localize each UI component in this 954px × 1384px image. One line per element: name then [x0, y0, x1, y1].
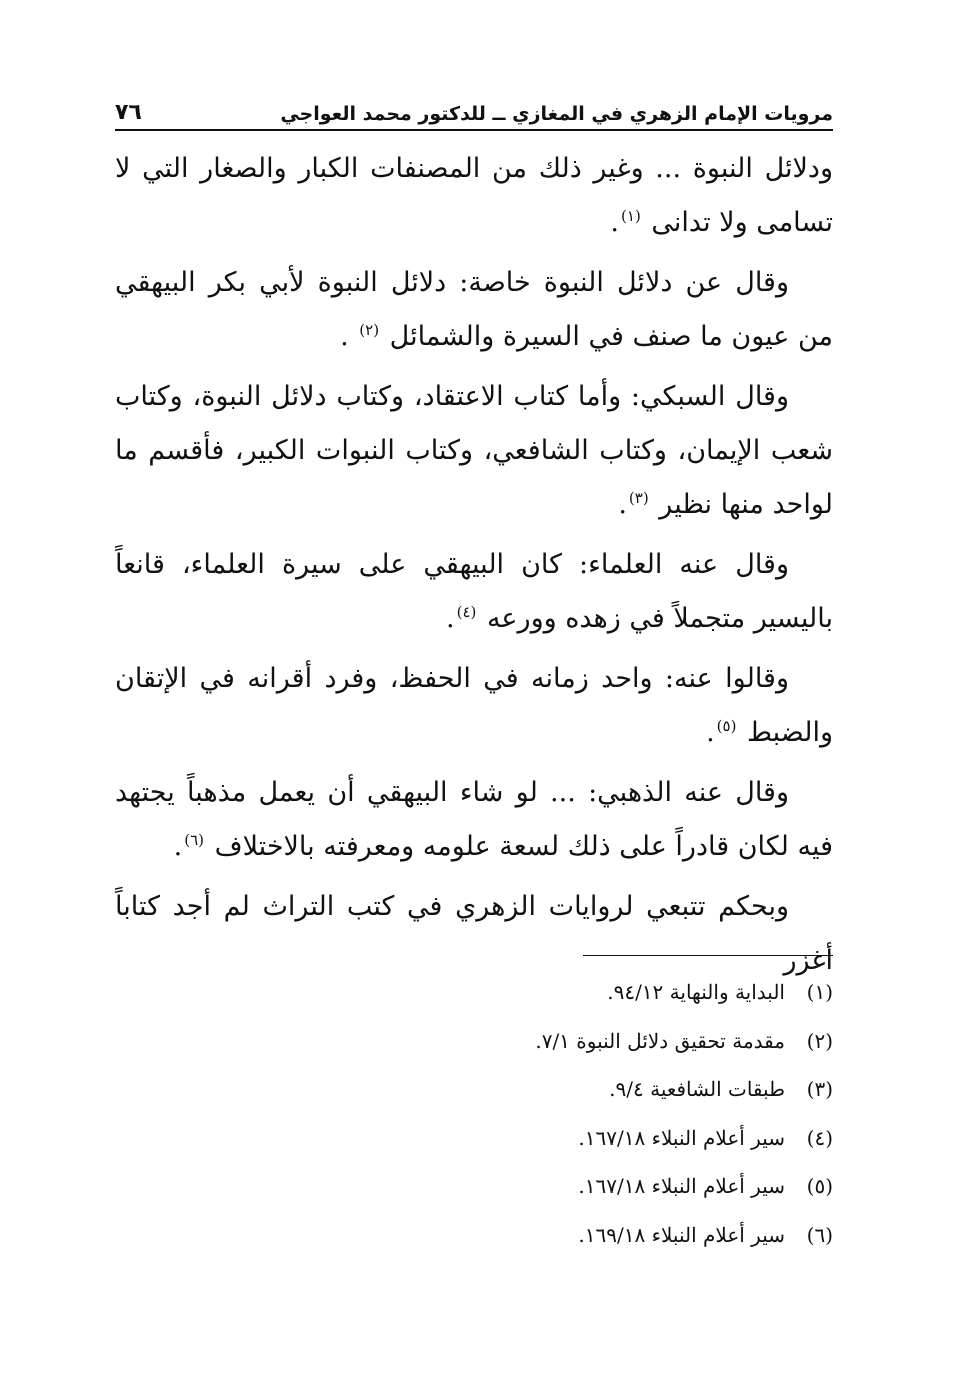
page-number: ٧٦: [115, 100, 142, 125]
paragraph-text: وقال عن دلائل النبوة خاصة: دلائل النبوة لأبي بكر البيهقي من عيون ما صنف في السيرة والشمائل: [115, 267, 833, 352]
footnote-reference[interactable]: (٢): [359, 321, 380, 339]
paragraph-end: .: [706, 717, 715, 748]
body-text: [115, 142, 833, 994]
footnote-number: (٦): [806, 1222, 833, 1247]
footnote-number: (٥): [806, 1174, 833, 1198]
paragraph-text: وقال عنه العلماء: كان البيهقي على سيرة العلماء، قانعاً باليسير متجملاً في زهده وورعه: [115, 549, 833, 634]
footnote-number: (٣): [806, 1077, 833, 1101]
paragraph: [115, 370, 833, 532]
footnote-text: سير أعلام النبلاء ١٦٧/١٨.: [578, 1174, 785, 1198]
footnote-text: البداية والنهاية ٩٤/١٢.: [607, 980, 785, 1004]
running-title: مرويات الإمام الزهري في المغازي ــ للدكتور محمد العواجي: [280, 103, 833, 125]
footnote-reference[interactable]: (٥): [716, 717, 737, 735]
paragraph: [115, 538, 833, 646]
paragraph-end: .: [340, 321, 358, 352]
paragraph-text: وبحكم تتبعي لروايات الزهري في كتب التراث لم أجد كتاباً أغزر: [115, 891, 833, 976]
footnote: [115, 968, 833, 1017]
footnote: [115, 1065, 833, 1114]
paragraph-end: .: [618, 489, 627, 520]
footnote: [115, 1114, 833, 1163]
footnote-reference[interactable]: (٦): [184, 831, 204, 849]
footnote-separator: [583, 955, 833, 956]
footnote-number: (٢): [806, 1028, 833, 1053]
footnote-number: (٤): [806, 1125, 833, 1150]
footnote-text: سير أعلام النبلاء ١٦٩/١٨.: [578, 1222, 785, 1247]
paragraph-end: .: [610, 207, 620, 238]
paragraph-end: .: [445, 603, 455, 634]
paragraph: [115, 256, 833, 364]
footnote-reference[interactable]: (١): [621, 207, 641, 225]
footnote-text: طبقات الشافعية ٩/٤.: [609, 1077, 785, 1101]
footnote: [115, 1211, 833, 1260]
footnote: [115, 1162, 833, 1211]
paragraph: [115, 142, 833, 250]
paragraph-text: وقال عنه الذهبي: ... لو شاء البيهقي أن يعمل مذهباً يجتهد فيه لكان قادراً على ذلك لسعة علومه ومعرفته بالاختلاف: [115, 777, 833, 862]
footnote-text: مقدمة تحقيق دلائل النبوة ٧/١.: [535, 1028, 785, 1053]
footnote-number: (١): [806, 980, 833, 1004]
paragraph: [115, 766, 833, 874]
paragraph: [115, 652, 833, 760]
footnote-text: سير أعلام النبلاء ١٦٧/١٨.: [578, 1125, 785, 1150]
footnote-reference[interactable]: (٤): [456, 603, 477, 621]
footnotes: [115, 968, 833, 1259]
paragraph-end: .: [173, 831, 183, 862]
paragraph-text: وقالوا عنه: واحد زمانه في الحفظ، وفرد أقرانه في الإتقان والضبط: [115, 663, 833, 748]
footnote-reference[interactable]: (٣): [628, 489, 649, 507]
paragraph-text: ودلائل النبوة ... وغير ذلك من المصنفات الكبار والصغار التي لا تسامى ولا تدانى: [115, 153, 833, 238]
paragraph-text: وقال السبكي: وأما كتاب الاعتقاد، وكتاب دلائل النبوة، وكتاب شعب الإيمان، وكتاب الشافعي، وكتاب النبوات الكبير، فأقسم ما لواحد منها نظير: [115, 381, 833, 520]
page-header: [115, 100, 833, 131]
footnote: [115, 1017, 833, 1066]
